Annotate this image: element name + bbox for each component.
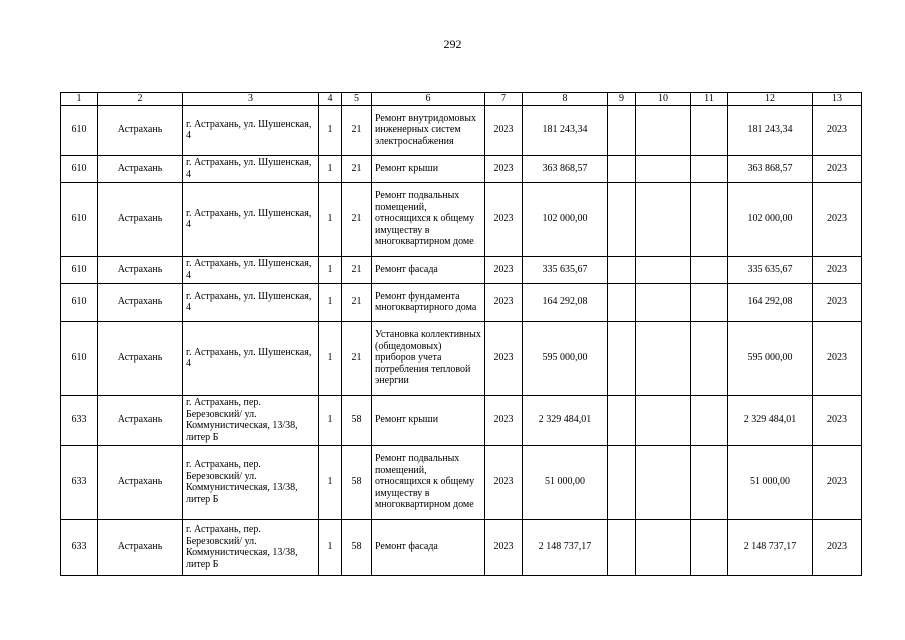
col10-cell: [636, 182, 691, 256]
col9-cell: [608, 395, 636, 445]
city-cell: Астрахань: [98, 182, 183, 256]
row-number-cell: 610: [61, 182, 98, 256]
col4-cell: 1: [319, 395, 342, 445]
city-cell: Астрахань: [98, 105, 183, 155]
column-header: 6: [372, 93, 485, 106]
address-cell: г. Астрахань, пер. Березовский/ ул. Коммунистическая, 13/38, литер Б: [183, 519, 319, 575]
year-cell: 2023: [485, 445, 523, 519]
address-cell: г. Астрахань, ул. Шушенская, 4: [183, 321, 319, 395]
column-header: 11: [691, 93, 728, 106]
table-header-row: [61, 93, 862, 106]
total-cost-cell: 335 635,67: [728, 256, 813, 283]
table-row: [61, 283, 862, 321]
year-cell: 2023: [485, 256, 523, 283]
row-number-cell: 610: [61, 283, 98, 321]
col10-cell: [636, 321, 691, 395]
column-header: 2: [98, 93, 183, 106]
table-row: [61, 395, 862, 445]
work-type-cell: Ремонт фундамента многоквартирного дома: [372, 283, 485, 321]
completion-year-cell: 2023: [813, 155, 862, 182]
col9-cell: [608, 283, 636, 321]
cost-cell: 164 292,08: [523, 283, 608, 321]
year-cell: 2023: [485, 395, 523, 445]
cost-cell: 2 329 484,01: [523, 395, 608, 445]
work-type-cell: Ремонт подвальных помещений, относящихся к общему имуществу в многоквартирном доме: [372, 182, 485, 256]
total-cost-cell: 2 329 484,01: [728, 395, 813, 445]
col10-cell: [636, 155, 691, 182]
col9-cell: [608, 155, 636, 182]
table-row: [61, 155, 862, 182]
work-type-cell: Ремонт крыши: [372, 395, 485, 445]
col11-cell: [691, 155, 728, 182]
table-row: [61, 105, 862, 155]
address-cell: г. Астрахань, пер. Березовский/ ул. Коммунистическая, 13/38, литер Б: [183, 445, 319, 519]
table-row: [61, 256, 862, 283]
col10-cell: [636, 395, 691, 445]
completion-year-cell: 2023: [813, 182, 862, 256]
col10-cell: [636, 445, 691, 519]
col5-cell: 58: [342, 519, 372, 575]
year-cell: 2023: [485, 283, 523, 321]
cost-cell: 102 000,00: [523, 182, 608, 256]
completion-year-cell: 2023: [813, 105, 862, 155]
work-type-cell: Ремонт подвальных помещений, относящихся к общему имуществу в многоквартирном доме: [372, 445, 485, 519]
completion-year-cell: 2023: [813, 321, 862, 395]
col4-cell: 1: [319, 445, 342, 519]
work-type-cell: Ремонт внутридомовых инженерных систем электроснабжения: [372, 105, 485, 155]
city-cell: Астрахань: [98, 321, 183, 395]
city-cell: Астрахань: [98, 283, 183, 321]
col9-cell: [608, 256, 636, 283]
col9-cell: [608, 105, 636, 155]
col4-cell: 1: [319, 321, 342, 395]
total-cost-cell: 102 000,00: [728, 182, 813, 256]
column-header: 8: [523, 93, 608, 106]
column-header: 13: [813, 93, 862, 106]
row-number-cell: 610: [61, 155, 98, 182]
year-cell: 2023: [485, 105, 523, 155]
column-header: 4: [319, 93, 342, 106]
col10-cell: [636, 105, 691, 155]
address-cell: г. Астрахань, ул. Шушенская, 4: [183, 105, 319, 155]
col9-cell: [608, 321, 636, 395]
row-number-cell: 633: [61, 445, 98, 519]
col10-cell: [636, 256, 691, 283]
cost-cell: 51 000,00: [523, 445, 608, 519]
col5-cell: 21: [342, 105, 372, 155]
completion-year-cell: 2023: [813, 256, 862, 283]
col10-cell: [636, 519, 691, 575]
column-header: 5: [342, 93, 372, 106]
cost-cell: 363 868,57: [523, 155, 608, 182]
total-cost-cell: 363 868,57: [728, 155, 813, 182]
col4-cell: 1: [319, 519, 342, 575]
address-cell: г. Астрахань, ул. Шушенская, 4: [183, 182, 319, 256]
city-cell: Астрахань: [98, 519, 183, 575]
col4-cell: 1: [319, 105, 342, 155]
row-number-cell: 633: [61, 519, 98, 575]
column-header: 12: [728, 93, 813, 106]
table-row: [61, 519, 862, 575]
col11-cell: [691, 256, 728, 283]
year-cell: 2023: [485, 321, 523, 395]
cost-cell: 595 000,00: [523, 321, 608, 395]
work-type-cell: Установка коллективных (общедомовых) приборов учета потребления тепловой энергии: [372, 321, 485, 395]
col4-cell: 1: [319, 256, 342, 283]
col10-cell: [636, 283, 691, 321]
total-cost-cell: 51 000,00: [728, 445, 813, 519]
city-cell: Астрахань: [98, 445, 183, 519]
col9-cell: [608, 519, 636, 575]
address-cell: г. Астрахань, ул. Шушенская, 4: [183, 283, 319, 321]
col11-cell: [691, 519, 728, 575]
col11-cell: [691, 105, 728, 155]
col11-cell: [691, 182, 728, 256]
work-type-cell: Ремонт фасада: [372, 256, 485, 283]
col4-cell: 1: [319, 182, 342, 256]
cost-cell: 181 243,34: [523, 105, 608, 155]
row-number-cell: 633: [61, 395, 98, 445]
year-cell: 2023: [485, 519, 523, 575]
col5-cell: 58: [342, 445, 372, 519]
work-type-cell: Ремонт крыши: [372, 155, 485, 182]
page-number: 292: [443, 37, 462, 51]
column-header: 7: [485, 93, 523, 106]
completion-year-cell: 2023: [813, 445, 862, 519]
col9-cell: [608, 445, 636, 519]
completion-year-cell: 2023: [813, 283, 862, 321]
col11-cell: [691, 321, 728, 395]
total-cost-cell: 2 148 737,17: [728, 519, 813, 575]
address-cell: г. Астрахань, ул. Шушенская, 4: [183, 155, 319, 182]
completion-year-cell: 2023: [813, 395, 862, 445]
city-cell: Астрахань: [98, 155, 183, 182]
total-cost-cell: 595 000,00: [728, 321, 813, 395]
column-header: 10: [636, 93, 691, 106]
column-header: 9: [608, 93, 636, 106]
col5-cell: 58: [342, 395, 372, 445]
year-cell: 2023: [485, 155, 523, 182]
total-cost-cell: 181 243,34: [728, 105, 813, 155]
row-number-cell: 610: [61, 256, 98, 283]
completion-year-cell: 2023: [813, 519, 862, 575]
row-number-cell: 610: [61, 105, 98, 155]
col9-cell: [608, 182, 636, 256]
col5-cell: 21: [342, 321, 372, 395]
col5-cell: 21: [342, 256, 372, 283]
row-number-cell: 610: [61, 321, 98, 395]
col5-cell: 21: [342, 182, 372, 256]
city-cell: Астрахань: [98, 256, 183, 283]
address-cell: г. Астрахань, ул. Шушенская, 4: [183, 256, 319, 283]
column-header: 1: [61, 93, 98, 106]
table-row: [61, 321, 862, 395]
column-header: 3: [183, 93, 319, 106]
col11-cell: [691, 445, 728, 519]
col11-cell: [691, 395, 728, 445]
table-row: [61, 182, 862, 256]
works-table: [60, 92, 862, 576]
col5-cell: 21: [342, 155, 372, 182]
total-cost-cell: 164 292,08: [728, 283, 813, 321]
col11-cell: [691, 283, 728, 321]
cost-cell: 335 635,67: [523, 256, 608, 283]
col4-cell: 1: [319, 283, 342, 321]
city-cell: Астрахань: [98, 395, 183, 445]
col5-cell: 21: [342, 283, 372, 321]
year-cell: 2023: [485, 182, 523, 256]
work-type-cell: Ремонт фасада: [372, 519, 485, 575]
col4-cell: 1: [319, 155, 342, 182]
table-row: [61, 445, 862, 519]
cost-cell: 2 148 737,17: [523, 519, 608, 575]
address-cell: г. Астрахань, пер. Березовский/ ул. Коммунистическая, 13/38, литер Б: [183, 395, 319, 445]
